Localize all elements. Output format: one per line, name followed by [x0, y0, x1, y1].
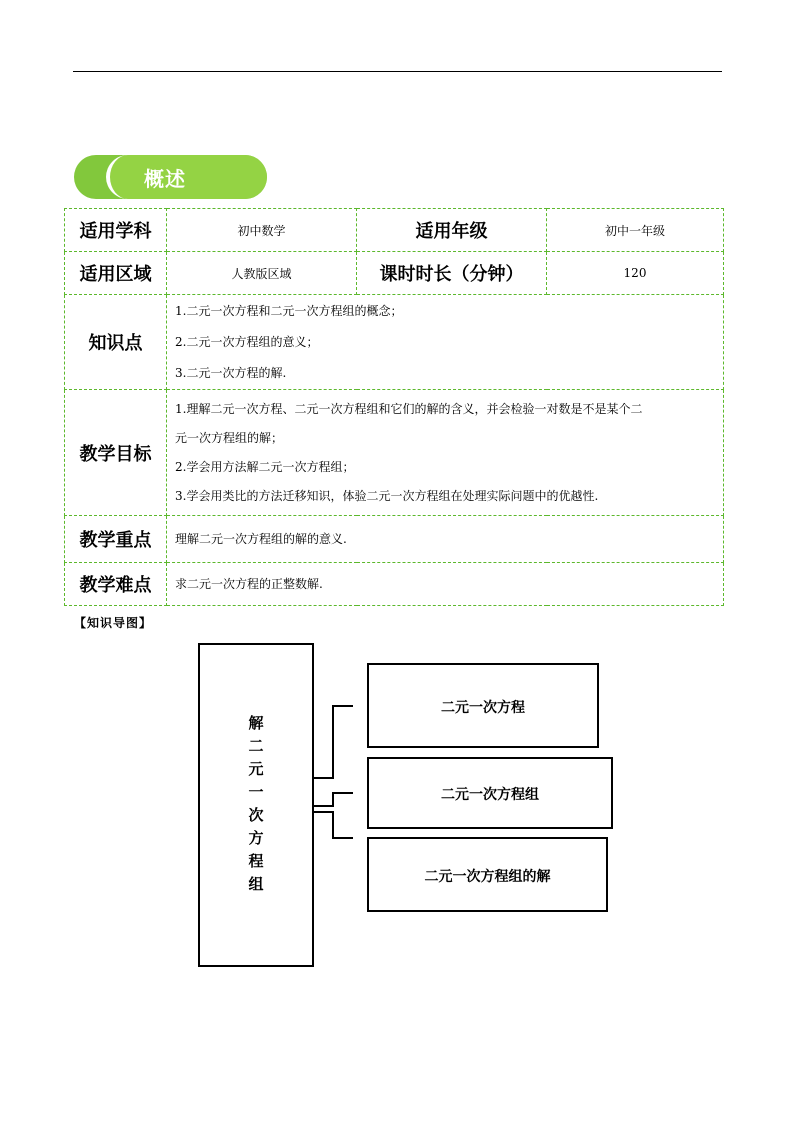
- connector-1: [313, 706, 353, 778]
- knowledge-item: 3.二元一次方程的解.: [175, 366, 287, 380]
- root-char: 元: [248, 760, 264, 778]
- grade-label: 适用年级: [357, 209, 547, 252]
- root-char: 组: [248, 875, 264, 893]
- subject-value: 初中数学: [167, 209, 357, 252]
- objective-item: 3.学会用类比的方法迁移知识，体验二元一次方程组在处理实际问题中的优越性.: [175, 489, 599, 503]
- connector-2: [313, 793, 353, 806]
- difficulty-label: 教学难点: [65, 563, 167, 606]
- table-row: [65, 390, 724, 516]
- table-row: [65, 295, 724, 390]
- region-value: 人教版区域: [167, 252, 357, 295]
- root-char: 一: [248, 783, 264, 801]
- region-label: 适用区域: [65, 252, 167, 295]
- table-row: [65, 563, 724, 606]
- subject-label: 适用学科: [65, 209, 167, 252]
- node-label-1: 二元一次方程: [441, 700, 525, 716]
- root-char: 解: [248, 714, 264, 732]
- key-point-label: 教学重点: [65, 516, 167, 563]
- section-banner: [74, 155, 267, 199]
- node-label-2: 二元一次方程组: [441, 787, 539, 803]
- knowledge-item: 2.二元一次方程组的意义；: [175, 335, 319, 349]
- root-char: 二: [248, 737, 264, 755]
- duration-value: 120: [547, 252, 724, 295]
- table-row: [65, 209, 724, 252]
- root-char: 方: [248, 829, 264, 847]
- objective-item: 2.学会用方法解二元一次方程组；: [175, 460, 355, 474]
- table-row: [65, 252, 724, 295]
- root-char: 次: [248, 806, 264, 824]
- knowledge-content: [167, 295, 724, 390]
- table-row: [65, 516, 724, 563]
- knowledge-item: 1.二元一次方程和二元一次方程组的概念；: [175, 304, 403, 318]
- banner-inner-pill: [106, 155, 267, 199]
- connector-3: [313, 812, 353, 838]
- node-label-3: 二元一次方程组的解: [424, 869, 551, 885]
- objective-item: 元一次方程组的解；: [175, 431, 284, 445]
- root-char: 程: [248, 852, 264, 870]
- objectives-content: [167, 390, 724, 516]
- knowledge-label: 知识点: [65, 295, 167, 390]
- mind-map-tag: 【知识导图】: [74, 616, 153, 630]
- grade-value: 初中一年级: [547, 209, 724, 252]
- key-point-text: 理解二元一次方程组的解的意义.: [167, 516, 724, 563]
- objective-item: 1.理解二元一次方程、二元一次方程组和它们的解的含义，并会检验一对数是不是某个二: [175, 402, 643, 416]
- section-title: 概述: [144, 167, 186, 191]
- difficulty-text: 求二元一次方程的正整数解.: [167, 563, 724, 606]
- course-info-table: [64, 208, 724, 606]
- root-label: [199, 712, 313, 896]
- objectives-label: 教学目标: [65, 390, 167, 516]
- duration-label: 课时时长（分钟）: [357, 252, 547, 295]
- header-rule: [73, 71, 722, 72]
